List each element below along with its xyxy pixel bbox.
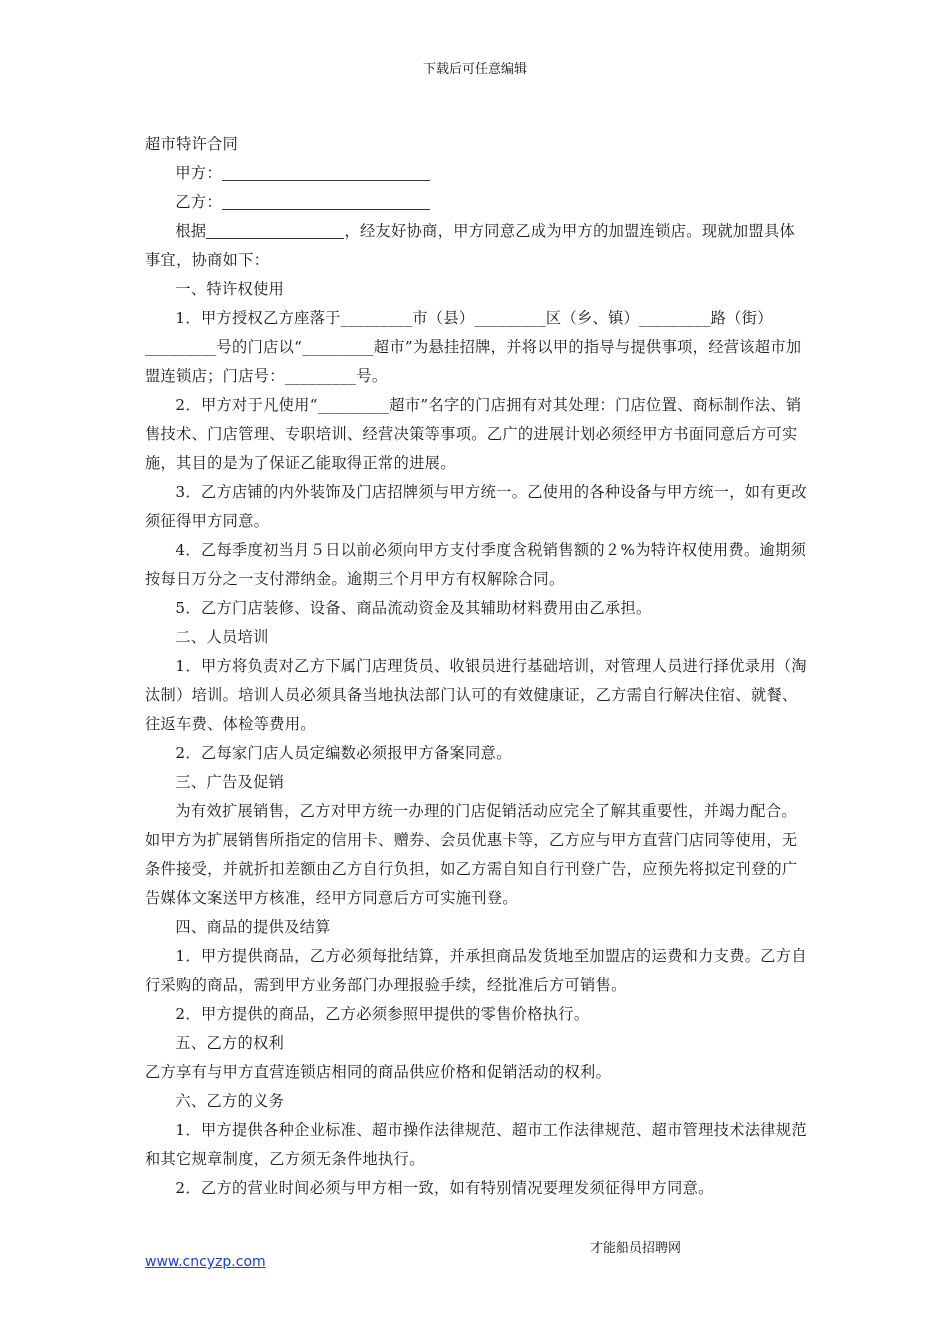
section4-para-2: 2．甲方提供的商品，乙方必须参照甲提供的零售价格执行。 <box>175 1005 590 1023</box>
section1-para-3: 3．乙方店铺的内外装饰及门店招牌须与甲方统一。乙使用的各种设备与甲方统一，如有更改须征得甲方同意。 <box>145 483 807 530</box>
section6-para-1: 1．甲方提供各种企业标准、超市操作法律规范、超市工作法律规范、超市管理技术法律规范和其它规章制度，乙方须无条件地执行。 <box>145 1121 807 1168</box>
intro-text-1: 根据 <box>175 222 207 240</box>
section1-para-2: 2．甲方对于凡使用“_________超市”名字的门店拥有对其处理：门店位置、商标制作法、销售技术、门店管理、专职培训、经营决策等事项。乙广的进展计划必须经甲方书面同意后方可实施，其目的是为了保证乙能取得正常的进展。 <box>145 396 802 472</box>
section5-para-1: 乙方享有与甲方直营连锁店相同的商品供应价格和促销活动的权利。 <box>145 1063 612 1081</box>
section-heading-1: 一、特许权使用 <box>175 280 285 298</box>
party-a-blank <box>222 163 430 181</box>
section2-para-1: 1．甲方将负责对乙方下属门店理货员、收银员进行基础培训，对管理人员进行择优录用（淘汰制）培训。培训人员必须具备当地执法部门认可的有效健康证，乙方需自行解决住宿、就餐、往返车费、体检等费用。 <box>145 657 807 733</box>
intro-blank <box>206 221 344 239</box>
section4-para-1: 1．甲方提供商品，乙方必须每批结算，并承担商品发货地至加盟店的运费和力支费。乙方自行采购的商品，需到甲方业务部门办理报验手续，经批准后方可销售。 <box>145 947 807 994</box>
section-heading-3: 三、广告及促销 <box>175 773 285 791</box>
section-heading-6: 六、乙方的义务 <box>175 1092 285 1110</box>
section1-para-4: 4．乙每季度初当月５日以前必须向甲方支付季度含税销售额的２%为特许权使用费。逾期须按每日万分之一支付滞纳金。逾期三个月甲方有权解除合同。 <box>145 541 807 588</box>
section1-para-1: 1．甲方授权乙方座落于_________市（县）_________区（乡、镇）_________路（街）_________号的门店以“_________超市”为悬挂招牌，并将以甲的指导与提供事项，经营该超市加盟连锁店；门店号：_________号。 <box>145 309 802 385</box>
intro-text-2: ，经友好协商，甲方同意乙成为甲方的加盟连锁店。现就加盟具体事宜，协商如下： <box>145 222 796 269</box>
footer-website-link[interactable]: www.cncyzp.com <box>145 1254 266 1270</box>
document-title: 超市特许合同 <box>145 135 239 153</box>
party-b-line <box>145 188 810 217</box>
section-heading-4: 四、商品的提供及结算 <box>175 918 331 936</box>
section1-para-5: 5．乙方门店装修、设备、商品流动资金及其辅助材料费用由乙承担。 <box>175 599 652 617</box>
section2-para-2: 2．乙每家门店人员定编数必须报甲方备案同意。 <box>175 744 512 762</box>
page-header-note: 下载后可任意编辑 <box>422 62 527 77</box>
footer-site-name: 才能船员招聘网 <box>590 1241 682 1256</box>
intro-paragraph <box>145 217 810 275</box>
party-b-label: 乙方： <box>175 193 223 211</box>
section-heading-5: 五、乙方的权利 <box>175 1034 285 1052</box>
contract-body <box>145 130 810 1203</box>
party-a-label: 甲方： <box>175 164 223 182</box>
section3-para-1: 为有效扩展销售，乙方对甲方统一办理的门店促销活动应完全了解其重要性，并竭力配合。如甲方为扩展销售所指定的信用卡、赠券、会员优惠卡等，乙方应与甲方直营门店同等使用，无条件接受，并就折扣差额由乙方自行负担，如乙方需自知自行刊登广告，应预先将拟定刊登的广告媒体文案送甲方核准，经甲方同意后方可实施刊登。 <box>145 802 798 907</box>
section6-para-2: 2．乙方的营业时间必须与甲方相一致，如有特别情况要理发须征得甲方同意。 <box>175 1179 714 1197</box>
section-heading-2: 二、人员培训 <box>175 628 269 646</box>
party-b-blank <box>222 192 430 210</box>
party-a-line <box>145 159 810 188</box>
